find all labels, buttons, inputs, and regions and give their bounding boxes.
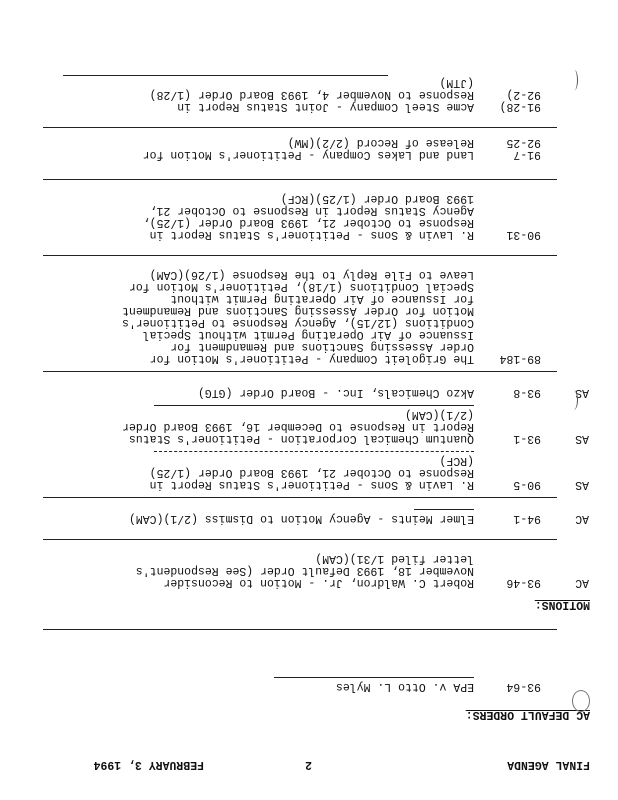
agenda-title: FINAL AGENDA: [507, 758, 590, 771]
case-number: 93-8: [513, 386, 541, 399]
motion-line: Agency Status Report in Response to October 21,: [149, 204, 474, 217]
row-divider: [43, 255, 557, 256]
agenda-date: FEBRUARY 3, 1994: [93, 758, 204, 771]
motion-code: AS: [575, 432, 589, 445]
case-number: 91-7: [513, 148, 541, 161]
motion-line: Special Conditions (1/18), Petitioner's Motion for: [128, 280, 474, 293]
case-title: EPA v. Otto L. Myles: [335, 680, 474, 693]
rule: [414, 509, 474, 510]
row-divider: [43, 539, 557, 540]
motion-line: R. Lavin & Sons - Petitioner's Status Report in: [149, 478, 474, 491]
page-number: 2: [305, 758, 312, 771]
motion-line: Land and Lakes Company - Petitioner's Motion for: [142, 148, 474, 161]
section-motions: MOTIONS:: [534, 598, 590, 611]
motion-line: (2/1)(CAM): [404, 408, 474, 421]
punch-hole-mark: [571, 70, 578, 90]
row-divider: [43, 371, 557, 372]
motion-line: Robert C. Waldron, Jr. - Motion to Reconsider: [163, 576, 474, 589]
case-number: 93-46: [506, 576, 541, 589]
case-number: 92-2): [506, 88, 541, 101]
motion-code: AC: [575, 512, 589, 525]
motion-line: Leave to File Reply to the Response (1/26)(CAM): [149, 268, 474, 281]
motion-code: AS: [575, 478, 589, 491]
motion-line: 1993 Board Order (1/25)(RCF): [280, 192, 474, 205]
row-divider: [43, 127, 557, 128]
motion-line: R. Lavin & Sons - Petitioner's Status Report in: [149, 228, 474, 241]
row-divider: [43, 497, 557, 498]
motion-code: AS: [575, 386, 589, 399]
rule: [63, 75, 388, 76]
case-number: 94-1: [513, 512, 541, 525]
rule: [154, 405, 474, 406]
motion-line: Report in Response to December 16, 1993 Board Order: [122, 420, 474, 433]
motion-line: Akzo Chemicals, Inc. - Board Order (GTG): [197, 386, 474, 399]
motion-line: Order Assessing Sanctions and Remandment for: [170, 340, 474, 353]
motion-line: Issuance of Air Operating Permit without Special: [142, 328, 474, 341]
motion-line: Release of Record (2/2)(MW): [287, 136, 474, 149]
motion-line: Response to October 21, 1993 Board Order (1/25),: [142, 216, 474, 229]
punch-hole-mark: [569, 390, 578, 410]
motion-line: November 18, 1993 Default Order (See Respondent's: [135, 564, 474, 577]
motion-code: AC: [575, 576, 589, 589]
case-number: 92-25: [506, 136, 541, 149]
motion-line: (RCF): [439, 454, 474, 467]
section-default-orders: AC DEFAULT ORDERS:: [465, 708, 590, 721]
case-number: 93-64: [506, 680, 541, 693]
motion-line: Motion for Order Assessing Sanctions and Remandment: [122, 304, 474, 317]
motion-line: (JTM): [439, 76, 474, 89]
motion-line: The Grigoleit Company - Petitioner's Motion for: [149, 352, 474, 365]
section-divider: [43, 629, 557, 630]
motion-line: Response to November 4, 1993 Board Order (1/28): [149, 88, 474, 101]
rule: [274, 677, 474, 678]
case-number: 90-31: [506, 228, 541, 241]
motion-line: Conditions (12/15), Agency Response to Petitioner's: [122, 316, 474, 329]
case-number: 89-184: [499, 352, 541, 365]
motion-line: Response to October 21, 1993 Board Order (1/25): [149, 466, 474, 479]
rule: [154, 451, 474, 452]
motion-line: for Issuance of Air Operating Permit without: [170, 292, 474, 305]
punch-hole-mark: [572, 690, 590, 712]
case-number: 90-5: [513, 478, 541, 491]
motion-line: letter filed 1/31)(CAM): [315, 552, 474, 565]
motion-line: Acme Steel Company - Joint Status Report in: [177, 100, 474, 113]
motion-line: Quantum Chemical Corporation - Petitioner's Status: [128, 432, 474, 445]
case-number: 93-1: [513, 432, 541, 445]
case-number: 91-28): [499, 100, 541, 113]
motion-line: Elmer Meints - Agency Motion to Dismiss (2/1)(CAM): [128, 512, 474, 525]
row-divider: [43, 179, 557, 180]
